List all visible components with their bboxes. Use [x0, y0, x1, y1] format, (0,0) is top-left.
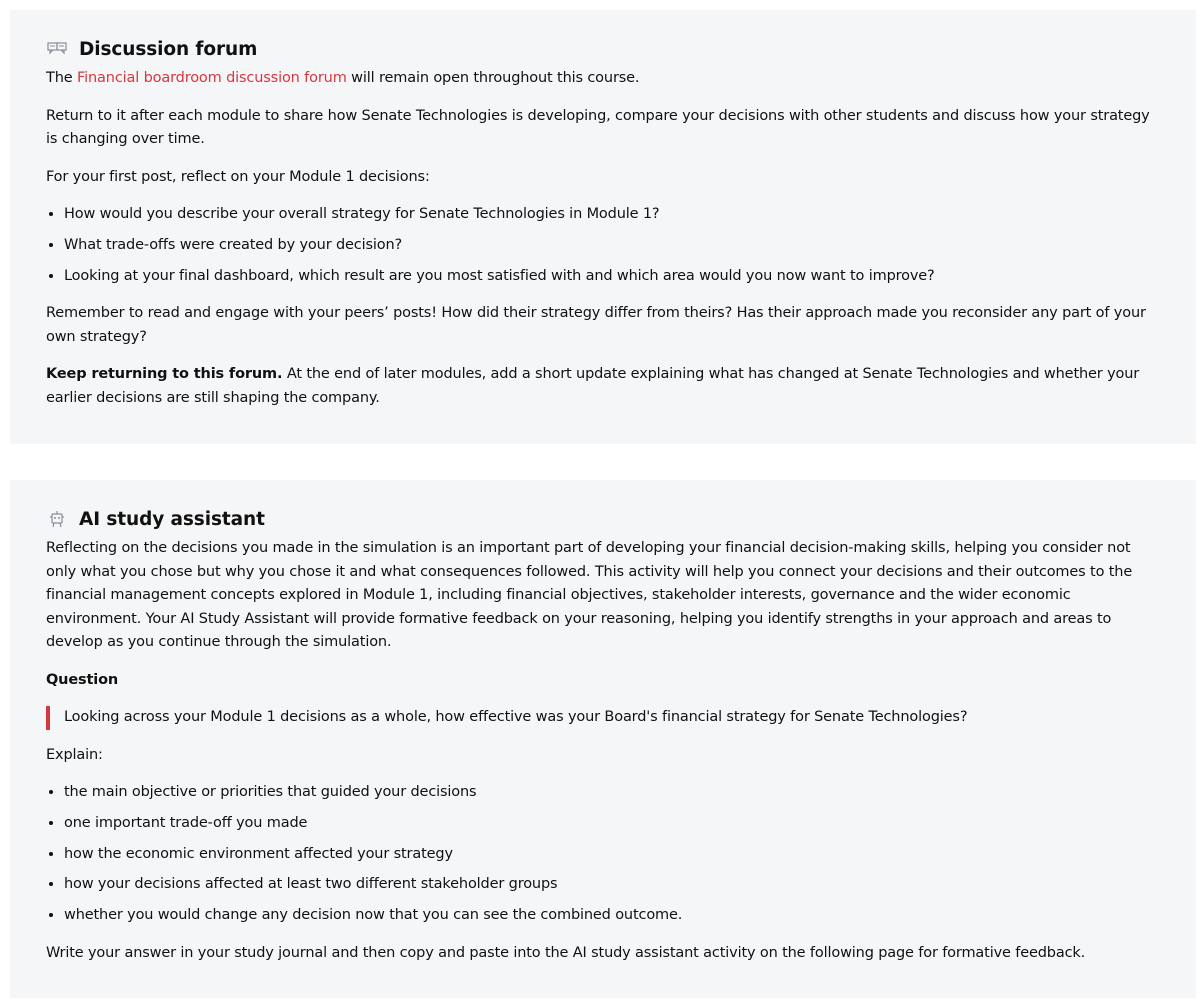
robot-assistant-icon — [46, 508, 68, 530]
forum-reflection-list — [46, 203, 1160, 288]
list-item: • What trade-offs were created by your decision? — [64, 234, 1160, 258]
forum-intro-prefix: The — [46, 70, 77, 86]
question-blockquote: Looking across your Module 1 decisions as a whole, how effective was your Board's financial strategy for Senate Technologies? — [46, 706, 1160, 730]
forum-first-post-paragraph: For your first post, reflect on your Module 1 decisions: — [46, 168, 430, 185]
discussion-forum-heading — [46, 34, 1160, 64]
question-label-text: Question — [46, 671, 119, 688]
question-label — [46, 669, 1160, 693]
keep-returning-bold: Keep returning to this forum. — [46, 366, 283, 383]
forum-intro-paragraph — [46, 67, 1160, 91]
list-item: • one important trade-off you made — [64, 812, 1160, 836]
forum-return-paragraph: Return to it after each module to share how Senate Technologies is developing, compare your decisions with other students and discuss how your strategy is changing over time. — [46, 107, 1150, 147]
financial-boardroom-forum-link[interactable]: Financial boardroom discussion forum — [76, 70, 347, 86]
discussion-forum-section — [10, 10, 1196, 444]
forum-keep-returning-paragraph — [46, 363, 1160, 410]
ai-study-assistant-section — [10, 480, 1196, 998]
forum-chat-icon — [46, 38, 68, 60]
forum-remember-paragraph: Remember to read and engage with your peers’ posts! How did their strategy differ from theirs? Has their approach made you reconsider any part of your own strategy? — [46, 305, 1146, 345]
ai-study-assistant-title: AI study assistant — [79, 508, 265, 530]
ai-intro-paragraph: Reflecting on the decisions you made in the simulation is an important part of developing your financial decision-making skills, helping you consider not only what you chose but why you chose it and what consequences followed. This activity will help you connect your decisions and their outcomes to the financial management concepts explored in Module 1, including financial objectives, stakeholder interests, governance and the wider economic environment. Your AI Study Assistant will provide formative feedback on your reasoning, helping you identify strengths in your approach and areas to develop as you continue through the simulation. — [46, 540, 1133, 650]
discussion-forum-title: Discussion forum — [79, 38, 258, 60]
explain-label: Explain: — [46, 746, 103, 763]
explain-list — [46, 781, 1160, 928]
list-item: • how your decisions affected at least two different stakeholder groups — [64, 873, 1160, 897]
ai-closing-paragraph: Write your answer in your study journal and then copy and paste into the AI study assistant activity on the following page for formative feedback. — [46, 944, 1086, 961]
ai-study-assistant-heading — [46, 504, 1160, 534]
list-item: • how the economic environment affected your strategy — [64, 843, 1160, 867]
keep-returning-text: At the end of later modules, add a short update explaining what has changed at Senate Technologies and whether your earlier decisions are still shaping the company. — [46, 366, 1140, 406]
list-item: • the main objective or priorities that guided your decisions — [64, 781, 1160, 805]
list-item: • Looking at your final dashboard, which result are you most satisfied with and which area would you now want to improve? — [64, 265, 1160, 289]
list-item: • How would you describe your overall strategy for Senate Technologies in Module 1? — [64, 203, 1160, 227]
forum-intro-suffix: will remain open throughout this course. — [346, 70, 640, 86]
list-item: • whether you would change any decision now that you can see the combined outcome. — [64, 904, 1160, 928]
